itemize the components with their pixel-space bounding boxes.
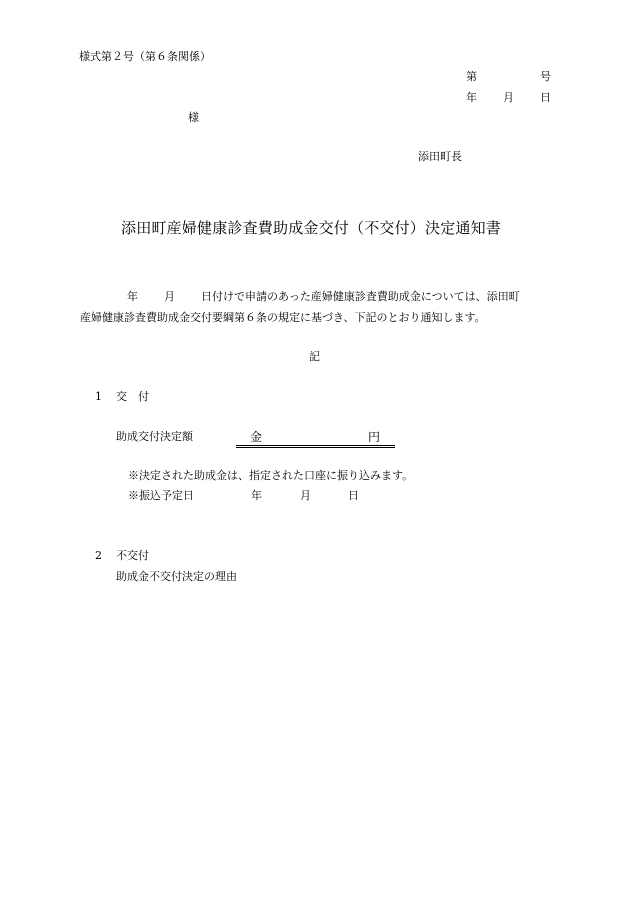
section2-heading: 不交付 — [116, 549, 149, 562]
transfer-date-label: ※振込予定日 — [128, 489, 194, 502]
body-line-1: 日付けで申請のあった産婦健康診査費助成金については、添田町 — [201, 290, 520, 303]
date-year-label: 年 — [466, 91, 477, 104]
refusal-reason-label: 助成金不交付決定の理由 — [116, 570, 237, 583]
body-year-label: 年 — [127, 290, 138, 303]
section2-number: 2 — [95, 549, 102, 562]
transfer-date-day: 日 — [348, 489, 359, 502]
form-number: 様式第２号（第６条関係） — [79, 50, 211, 63]
body-month-label: 月 — [164, 290, 175, 303]
date-month-label: 月 — [503, 91, 514, 104]
recipient-suffix: 様 — [188, 111, 199, 124]
section1-heading: 交 付 — [116, 390, 149, 403]
section1-number: 1 — [95, 390, 102, 403]
issuer-name: 添田町長 — [418, 150, 462, 163]
document-title: 添田町産婦健康診査費助成金交付（不交付）決定通知書 — [121, 219, 502, 237]
transfer-date-year: 年 — [251, 489, 262, 502]
doc-number-prefix: 第 — [466, 70, 477, 83]
amount-label: 助成交付決定額 — [116, 430, 193, 443]
date-day-label: 日 — [540, 91, 551, 104]
transfer-date-month: 月 — [300, 489, 311, 502]
amount-prefix: 金 — [250, 430, 263, 444]
doc-number-suffix: 号 — [540, 70, 551, 83]
amount-suffix: 円 — [368, 430, 381, 444]
body-line-2: 産婦健康診査費助成金交付要綱第６条の規定に基づき、下記のとおり通知します。 — [80, 311, 486, 324]
transfer-note: ※決定された助成金は、指定された口座に振り込みます。 — [128, 469, 414, 482]
ki-heading: 記 — [309, 350, 320, 363]
